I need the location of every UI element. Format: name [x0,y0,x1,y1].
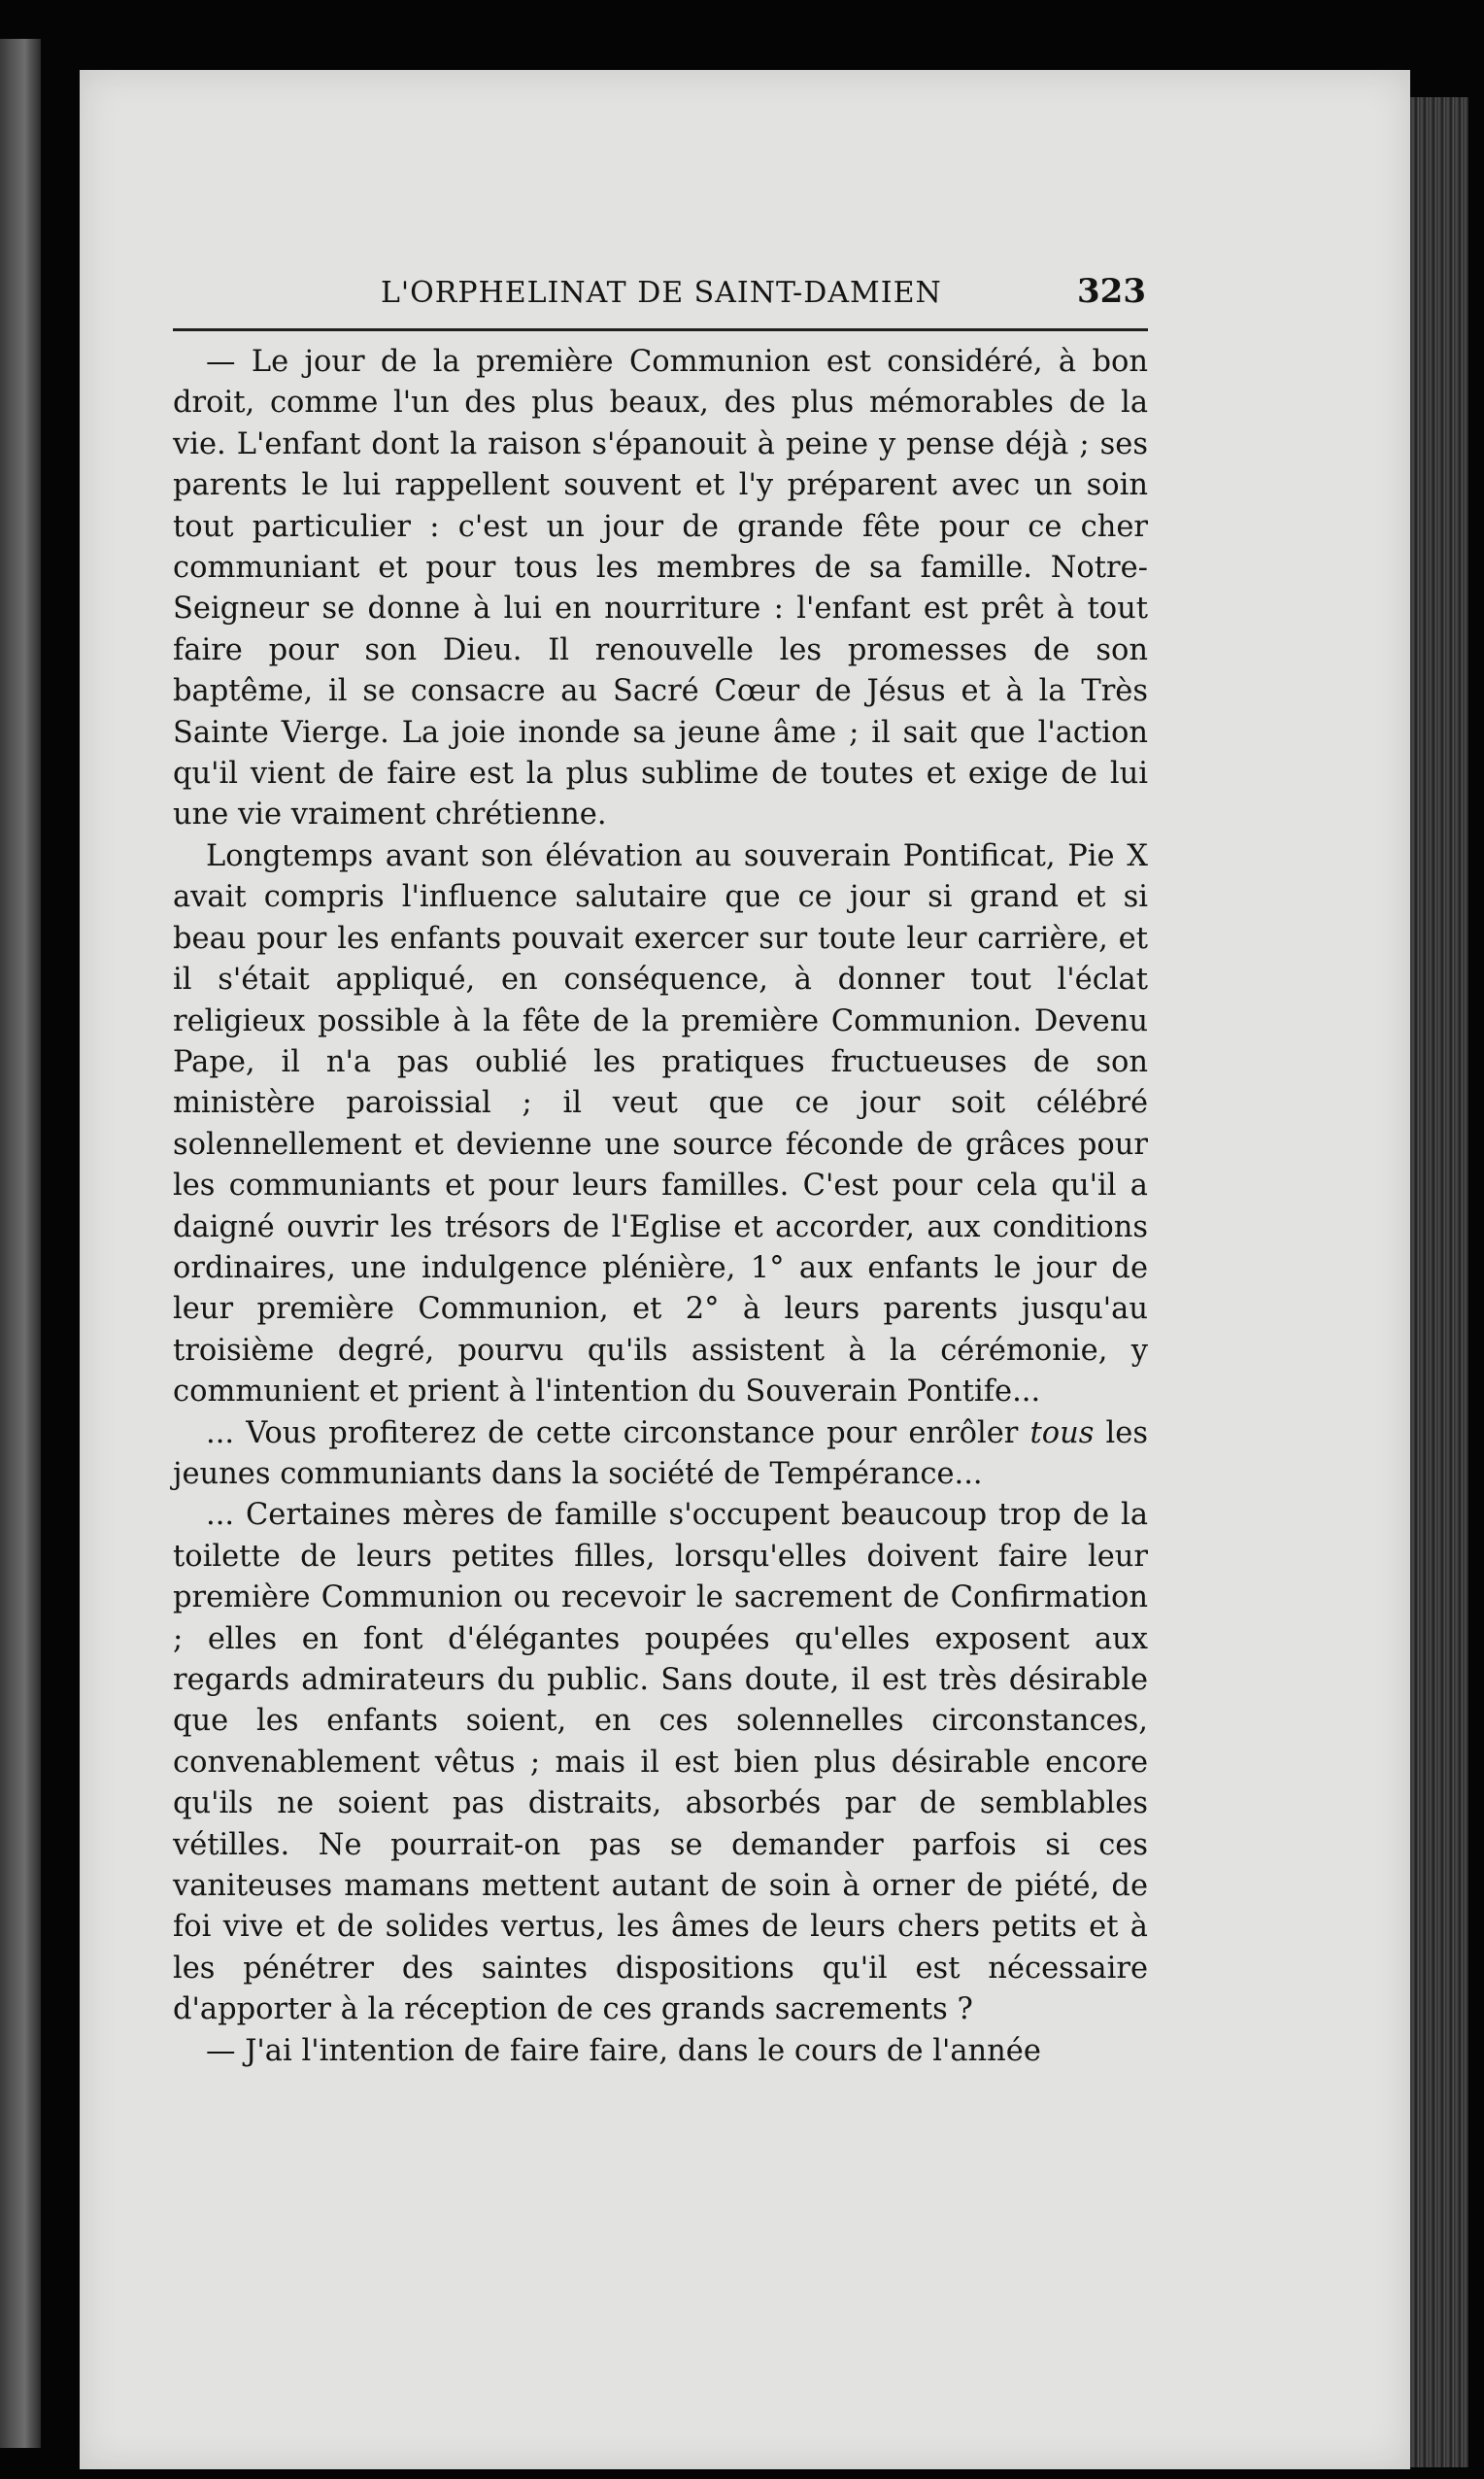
paragraph-intention: — J'ai l'intention de faire faire, dans le cours de l'année [206,2033,1041,2068]
page-number: 323 [1077,272,1146,311]
header-rule [173,328,1148,331]
running-title: L'ORPHELINAT DE SAINT-DAMIEN [381,276,942,310]
paragraph-pius-x: Longtemps avant son élévation au souverain Pontificat, Pie X avait compris l'influence salutaire que ce jour si grand et si beau pour les enfants pouvait exercer sur toute leur carrière, et il s'était appliqué, en conséquence, à donner tout l'éclat religieux possible à la fête de la première Communion. Devenu Pape, il n'a pas oublié les pratiques fructueuses de son ministère paroissial ; il veut que ce jour soit célébré solennellement et devienne une source féconde de grâces pour les communiants et pour leurs familles. C'est pour cela qu'il a daigné ouvrir les trésors de l'Eglise et accorder, aux conditions ordinaires, une indulgence plénière, 1° aux enfants le jour de leur première Communion, et 2° à leurs parents jusqu'au troisième degré, pourvu qu'ils assistent à la cérémonie, y communient et prient à l'intention du Souverain Pontife... [173,838,1148,1409]
paragraph-first-communion: — Le jour de la première Communion est considéré, à bon droit, comme l'un des plus beaux, des plus mémorables de la vie. L'enfant dont la raison s'épanouit à peine y pense déjà ; ses parents le lui rappellent souvent et l'y préparent avec un soin tout particulier : c'est un jour de grande fête pour ce cher communiant et pour tous les membres de sa famille. Notre-Seigneur se donne à lui en nourriture : l'enfant est prêt à tout faire pour son Dieu. Il renouvelle les promesses de son baptême, il se consacre au Sacré Cœur de Jésus et à la Très Sainte Vierge. La joie inonde sa jeune âme ; il sait que l'action qu'il vient de faire est la plus sublime de toutes et exige de lui une vie vraiment chrétienne. [173,345,1148,832]
paragraph-temperance [173,1413,1148,1496]
book-page-edges [1410,97,1468,2467]
paragraph-temperance-after: les jeunes communiants dans la société de Tempérance... [173,1415,1148,1491]
paragraph-temperance-before: ... Vous profiterez de cette circonstance pour enrôler [206,1415,1030,1450]
emphasis-word: tous [1029,1415,1095,1450]
paragraph-mothers: ... Certaines mères de famille s'occupent beaucoup trop de la toilette de leurs petites filles, lorsqu'elles doivent faire leur première Communion ou recevoir le sacrement de Confirmation ; elles en font d'élégantes poupées qu'elles exposent aux regards admirateurs du public. Sans doute, il est très désirable que les enfants soient, en ces solennelles circonstances, convenablement vêtus ; mais il est bien plus désirable encore qu'ils ne soient pas distraits, absorbés par de semblables vétilles. Ne pourrait-on pas se demander parfois si ces vaniteuses mamans mettent autant de soin à orner de piété, de foi vive et de solides vertus, les âmes de leurs chers petits et à les pénétrer des saintes dispositions qu'il est nécessaire d'apporter à la réception de ces grands sacrements ? [173,1498,1148,2027]
facing-page-edge [0,39,41,2448]
running-header [173,268,1146,326]
body-text [173,342,1148,2072]
